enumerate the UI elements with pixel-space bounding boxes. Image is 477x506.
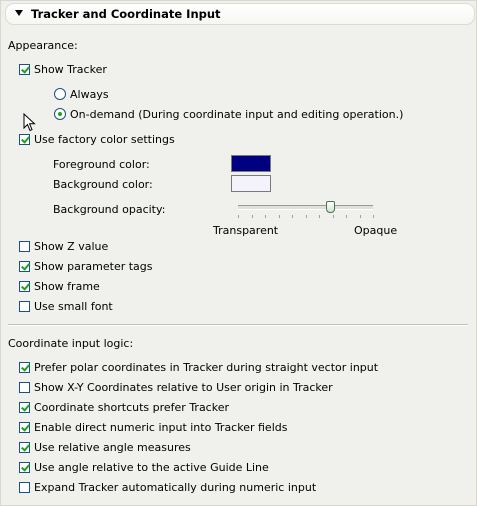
show-tracker-checkbox[interactable] [19,64,30,75]
opacity-slider-track[interactable] [238,205,373,210]
slider-tick [306,215,307,218]
angle-guide-line-label[interactable]: Use angle relative to the active Guide Line [34,461,269,474]
on-demand-label[interactable]: On-demand (During coordinate input and editing operation.) [70,108,404,121]
slider-tick [252,215,253,218]
show-z-value-label[interactable]: Show Z value [34,240,109,253]
slider-tick [360,215,361,218]
shortcuts-prefer-tracker-label[interactable]: Coordinate shortcuts prefer Tracker [34,401,229,414]
slider-tick [319,215,320,218]
relative-angle-checkbox[interactable] [19,442,30,453]
opacity-label: Background opacity: [53,203,166,216]
slider-tick [238,215,239,218]
collapse-triangle-icon[interactable] [15,10,23,16]
factory-color-label[interactable]: Use factory color settings [34,133,175,146]
opacity-slider-thumb[interactable] [326,201,335,213]
foreground-color-swatch[interactable] [231,155,271,172]
section-title: Tracker and Coordinate Input [31,7,221,21]
slider-tick [279,215,280,218]
use-small-font-label[interactable]: Use small font [34,300,113,313]
opacity-max-label: Opaque [354,224,398,237]
shortcuts-prefer-tracker-checkbox[interactable] [19,402,30,413]
show-tracker-label[interactable]: Show Tracker [34,63,107,76]
angle-guide-line-checkbox[interactable] [19,462,30,473]
opacity-min-label: Transparent [213,224,279,237]
prefer-polar-checkbox[interactable] [19,362,30,373]
direct-numeric-input-label[interactable]: Enable direct numeric input into Tracker fields [34,421,288,434]
factory-color-checkbox[interactable] [19,134,30,145]
show-parameter-tags-checkbox[interactable] [19,261,30,272]
mouse-pointer-icon [23,113,37,133]
expand-tracker-label[interactable]: Expand Tracker automatically during numeric input [34,481,317,494]
use-small-font-checkbox[interactable] [19,301,30,312]
section-divider [8,324,468,326]
always-label[interactable]: Always [70,88,109,101]
show-parameter-tags-label[interactable]: Show parameter tags [34,260,153,273]
slider-tick [292,215,293,218]
show-xy-user-origin-label[interactable]: Show X-Y Coordinates relative to User origin in Tracker [34,381,333,394]
on-demand-radio[interactable] [54,108,66,120]
logic-heading: Coordinate input logic: [8,337,134,350]
show-xy-user-origin-checkbox[interactable] [19,382,30,393]
show-frame-label[interactable]: Show frame [34,280,100,293]
appearance-heading: Appearance: [8,39,78,52]
slider-tick [373,215,374,218]
slider-tick [346,215,347,218]
slider-tick [265,215,266,218]
expand-tracker-checkbox[interactable] [19,482,30,493]
section-header[interactable] [5,3,475,25]
background-color-swatch[interactable] [231,175,271,192]
always-radio[interactable] [54,88,66,100]
background-color-label: Background color: [53,178,153,191]
show-z-value-checkbox[interactable] [19,241,30,252]
slider-tick [333,215,334,218]
direct-numeric-input-checkbox[interactable] [19,422,30,433]
prefer-polar-label[interactable]: Prefer polar coordinates in Tracker during straight vector input [34,361,379,374]
foreground-color-label: Foreground color: [53,158,150,171]
relative-angle-label[interactable]: Use relative angle measures [34,441,191,454]
show-frame-checkbox[interactable] [19,281,30,292]
